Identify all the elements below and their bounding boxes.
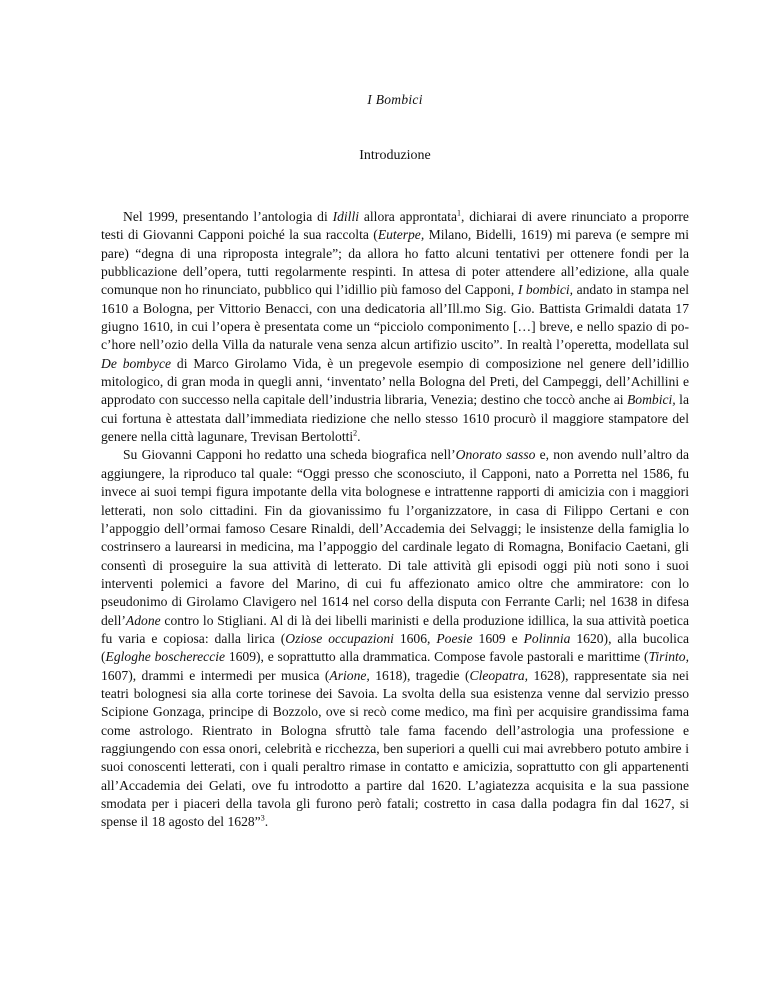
italic-text: I bombici, [517,282,574,298]
text-run: 1606, [393,630,437,646]
text-run: 1618), tragedie ( [369,667,470,683]
text-run: andato in stampa nel 1610 a Bologna, per Vittorio Benacci, con una dedicatoria all’Ill.mo Sig. Gio. Battista Grimaldi datata 17 giugno 1610, in cui l’opera è presentata come un “picciolo componimento […] breve, e nello spazio di poc’hore nell’ozio della Villa da naturale vena senza alcun artifizio uscito”. In realtà l’operetta, modellata sul [101,282,690,353]
italic-text: Oziose occupazioni [285,630,394,646]
italic-text: Adone [125,612,161,628]
text-run: Su Giovanni Capponi ho redatto una scheda biografica nell’ [123,447,456,463]
section-heading: Introduzione [359,148,431,163]
footnote-ref: 3 [260,813,265,823]
paragraph [101,208,689,446]
footnote-ref: 2 [353,428,358,438]
text-run: 1607), drammi e intermedi per musica ( [101,667,330,683]
italic-text: Polinnia [523,630,571,646]
italic-text: Bombici, [627,392,676,408]
italic-text: Tirinto, [648,649,689,665]
text-run: allora approntata [359,209,458,224]
paragraph [101,446,689,831]
text-run: e, non avendo null’altro da aggiungere, la riproduco tal quale: “Oggi presso che sconosciuto, il Capponi, nato a Porretta nel 1586, fu invece ai suoi tempi figura impotante della vita bolognese e intrattenne rapporti di amicizia con i maggiori letterati, non solo cittadini. Fin da giovanissimo fu l’organizzatore, in casa di Filippo Certani e con l’appoggio dell’ormai famoso Cesare Rinaldi, dell’Accademia dei Selvaggi; le insistenze della famiglia lo costrinsero a laurearsi in medicina, ma l’appoggio del cardinale legato di Romagna, Bonifacio Caetani, gli consentì di proseguire la sua attività di letterato. Di tale attività gli episodi oggi più noti sono i suoi interventi polemici a favore del Marino, di cui fu affezionato amico oltre che ammiratore: con lo pseudonimo di Girolamo Clavigero nel 1614 nel corso della disputa con Ferrante Carli; nel 1638 in difesa dell’ [101,447,689,628]
text-run: contro lo Stigliani. Al di là dei libelli marinisti e della produzione idillica, la sua attività poetica fu varia e copiosa: dalla lirica ( [101,612,689,646]
text-run: 1609 e [472,630,524,646]
italic-text: Onorato sasso [455,447,536,463]
italic-text: Arione, [329,667,370,683]
italic-text: Idilli [332,209,360,224]
book-title: I Bombici [367,92,423,107]
italic-text: Cleopatra, [469,667,529,683]
text-run: 1628), rappresentate sia nei teatri bolognesi sia alla corte torinese dei Savoia. La svolta della sua esistenza venne dal servizio presso Scipione Gonzaga, principe di Bozzolo, ove si recò come medico, ma finì per acquisire grandissima fama come astrologo. Rientrato in Bologna sfruttò tale fama facendo dell’astrologia una professione e raggiungendo con essa onori, celebrità e ricchezza, ben superiori a quelli cui mai avrebbero potuto ambire i suoi conoscenti letterati, con i quali peraltro rimase in contatto e amicizia, soprattutto con gli appartenenti all’Accademia dei Gelati, ove fu introdotto a partire dal 1620. L’agiatezza acquisita e la sua passione smodata per i piaceri della tavola gli furono però fatali; costretto in casa dalla podagra fin dal 1627, si spense il 18 agosto del 1628” [101,667,689,830]
text-run: di Marco Girolamo Vida, è un pregevole esempio di composizione nel genere dell’idillio mitologico, di gran moda in quegli anni, ‘inventato’ nella Bologna del Preti, del Campeggi, dell’Achillini e approdato con successo nella capitale dell’industria libraria, Venezia; destino che toccò anche ai [101,355,689,408]
italic-text: Poesie [436,630,473,646]
italic-text: Euterpe, [377,227,425,243]
text-run: Milano, Bidelli, 1619) mi pareva (e sempre mi pare) “degna di una riproposta integrale”; da allora ho fatto alcuni tentativi per ottenere fondi per la pubblicazione dell’opera, tutti regolarmente respinti. In attesa di poter attendere all’edizione, alla quale comunque non ho rinunciato, pubblico qui l’idillio più famoso del Capponi, [101,227,689,298]
italic-text: De bombyce [101,355,172,371]
text-run: Nel 1999, presentando l’antologia di [123,209,333,224]
text-run: la cui fortuna è attestata dall’immediata riedizione che nello stesso 1610 procurò il maggiore stampatore del genere nella città lagunare, Trevisan Bertolotti [101,392,689,445]
footnote-ref: 1 [457,208,462,218]
text-run: . [264,814,269,830]
text-run: 1609), e soprattutto alla drammatica. Compose favole pastorali e marittime ( [225,649,649,665]
italic-text: Egloghe boschereccie [105,649,226,665]
text-run: . [357,429,361,445]
body-text [101,208,689,832]
text-run: , dichiarai di avere rinunciato a proporre testi di Giovanni Capponi poiché la sua raccolta ( [101,209,689,243]
text-run: 1620), alla bucolica ( [101,630,689,665]
